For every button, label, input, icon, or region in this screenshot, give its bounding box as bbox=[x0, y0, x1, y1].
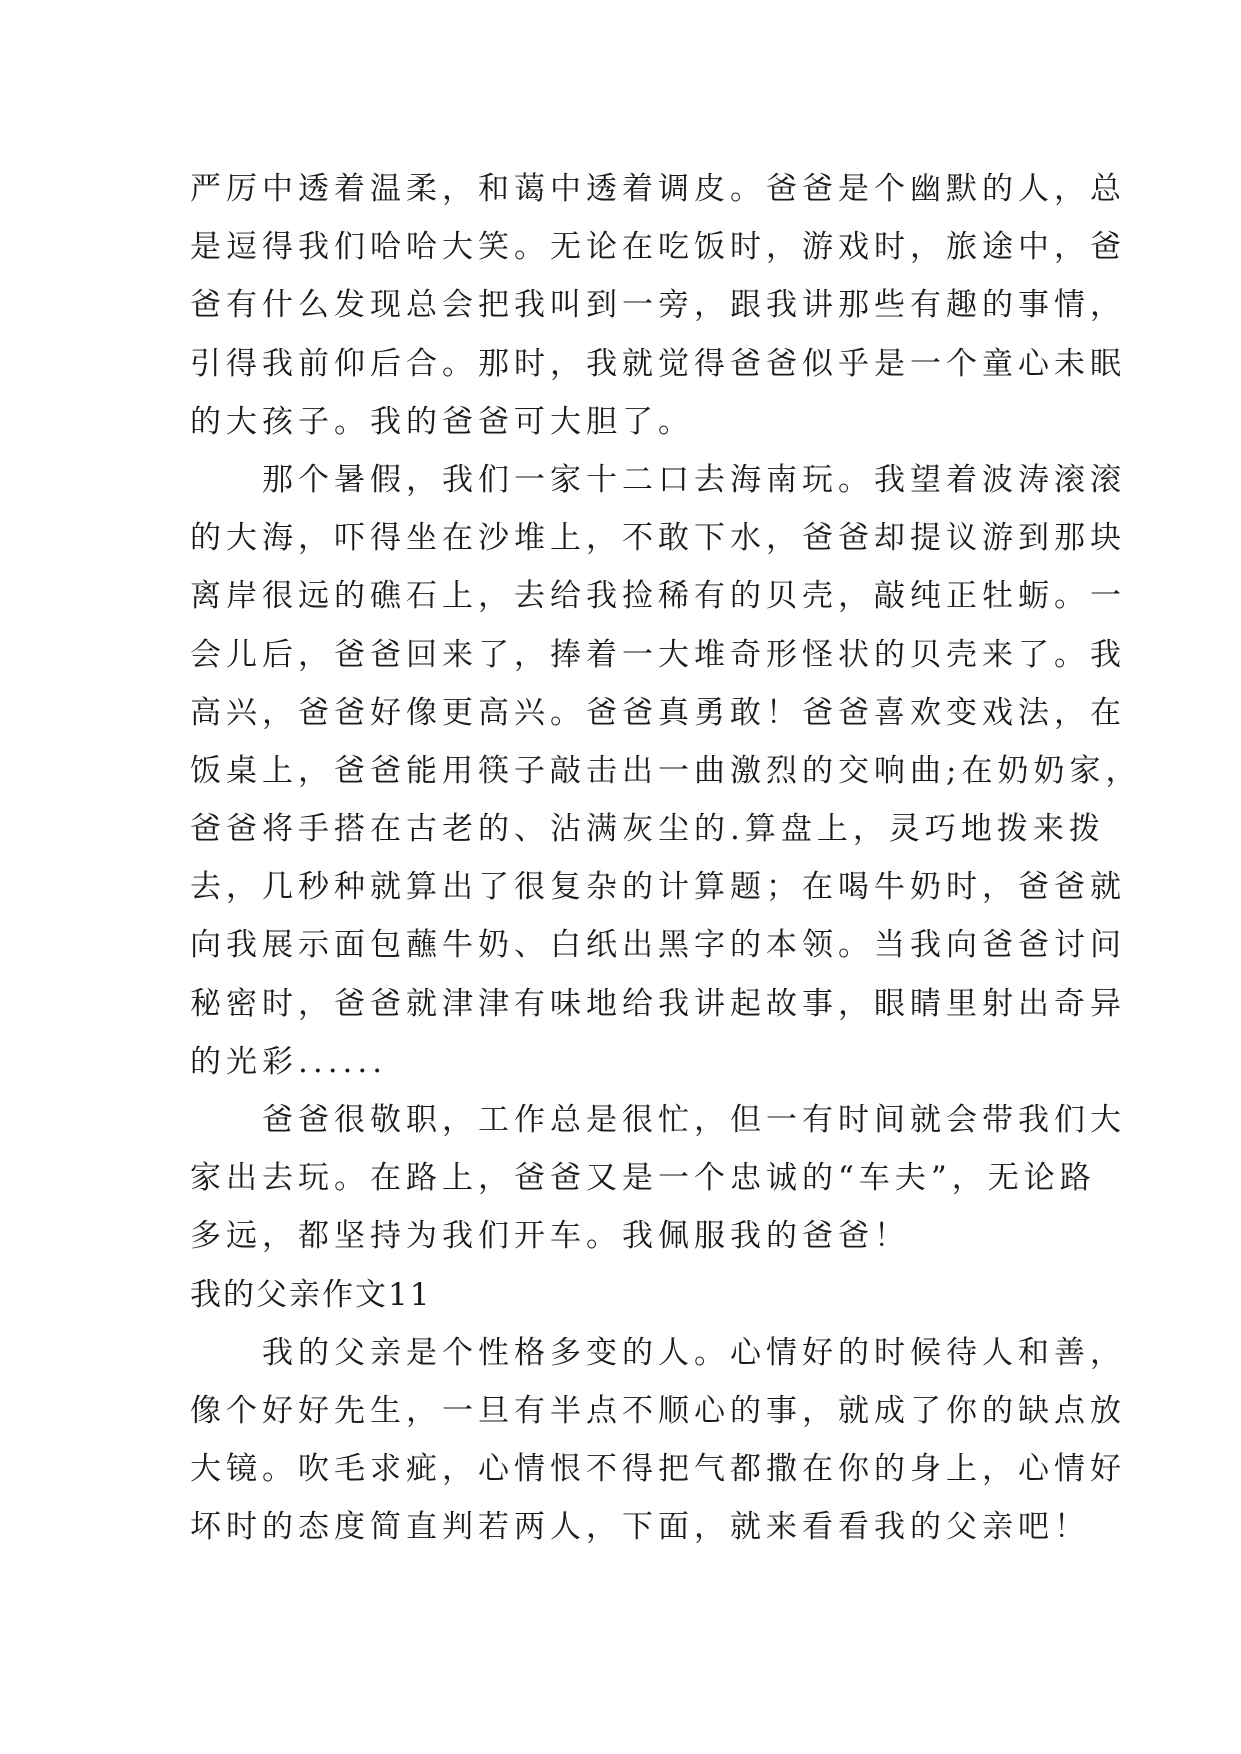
text-line: 严厉中透着温柔，和蔼中透着调皮。爸爸是个幽默的人，总 bbox=[190, 171, 1126, 207]
text-line: 向我展示面包蘸牛奶、白纸出黑字的本领。当我向爸爸讨问 bbox=[190, 927, 1126, 964]
text-line: 的大海，吓得坐在沙堆上，不敢下水，爸爸却提议游到那块 bbox=[190, 520, 1126, 557]
text-line: 是逗得我们哈哈大笑。无论在吃饭时，游戏时，旅途中，爸 bbox=[190, 229, 1126, 266]
text-line: 大镜。吹毛求疵，心情恨不得把气都撒在你的身上，心情好 bbox=[190, 1451, 1126, 1488]
text-line: 像个好好先生，一旦有半点不顺心的事，就成了你的缺点放 bbox=[190, 1392, 1126, 1429]
text-line: 的大孩子。我的爸爸可大胆了。 bbox=[190, 403, 694, 440]
text-line: 坏时的态度简直判若两人，下面，就来看看我的父亲吧！ bbox=[190, 1509, 1090, 1546]
text-line: 多远，都坚持为我们开车。我佩服我的爸爸！ bbox=[190, 1218, 910, 1255]
text-line: 家出去玩。在路上，爸爸又是一个忠诚的“车夫”，无论路 bbox=[190, 1160, 1096, 1197]
document-body bbox=[190, 160, 1142, 1557]
text-line: 引得我前仰后合。那时，我就觉得爸爸似乎是一个童心未眠 bbox=[190, 345, 1126, 382]
paragraph-start-line: 那个暑假，我们一家十二口去海南玩。我望着波涛滚滚 bbox=[190, 461, 1126, 498]
text-line: 高兴，爸爸好像更高兴。爸爸真勇敢！爸爸喜欢变戏法，在 bbox=[190, 694, 1126, 731]
text-line: 的光彩...... bbox=[190, 1043, 388, 1080]
section-heading: 我的父亲作文11 bbox=[190, 1276, 432, 1313]
paragraph-start-line: 爸爸很敬职，工作总是很忙，但一有时间就会带我们大 bbox=[190, 1102, 1126, 1138]
text-line: 去，几秒种就算出了很复杂的计算题；在喝牛奶时，爸爸就 bbox=[190, 869, 1126, 906]
paragraph-start-line: 我的父亲是个性格多变的人。心情好的时候待人和善， bbox=[190, 1334, 1126, 1371]
text-line: 爸爸将手搭在古老的、沾满灰尘的.算盘上，灵巧地拨来拨 bbox=[190, 811, 1105, 848]
text-line: 会儿后，爸爸回来了，捧着一大堆奇形怪状的贝壳来了。我 bbox=[190, 636, 1126, 673]
text-line: 爸有什么发现总会把我叫到一旁，跟我讲那些有趣的事情， bbox=[190, 287, 1126, 324]
text-line: 饭桌上，爸爸能用筷子敲击出一曲激烈的交响曲;在奶奶家， bbox=[190, 752, 1142, 789]
text-line: 离岸很远的礁石上，去给我捡稀有的贝壳，敲纯正牡蛎。一 bbox=[190, 578, 1126, 615]
text-line: 秘密时，爸爸就津津有味地给我讲起故事，眼睛里射出奇异 bbox=[190, 985, 1126, 1022]
